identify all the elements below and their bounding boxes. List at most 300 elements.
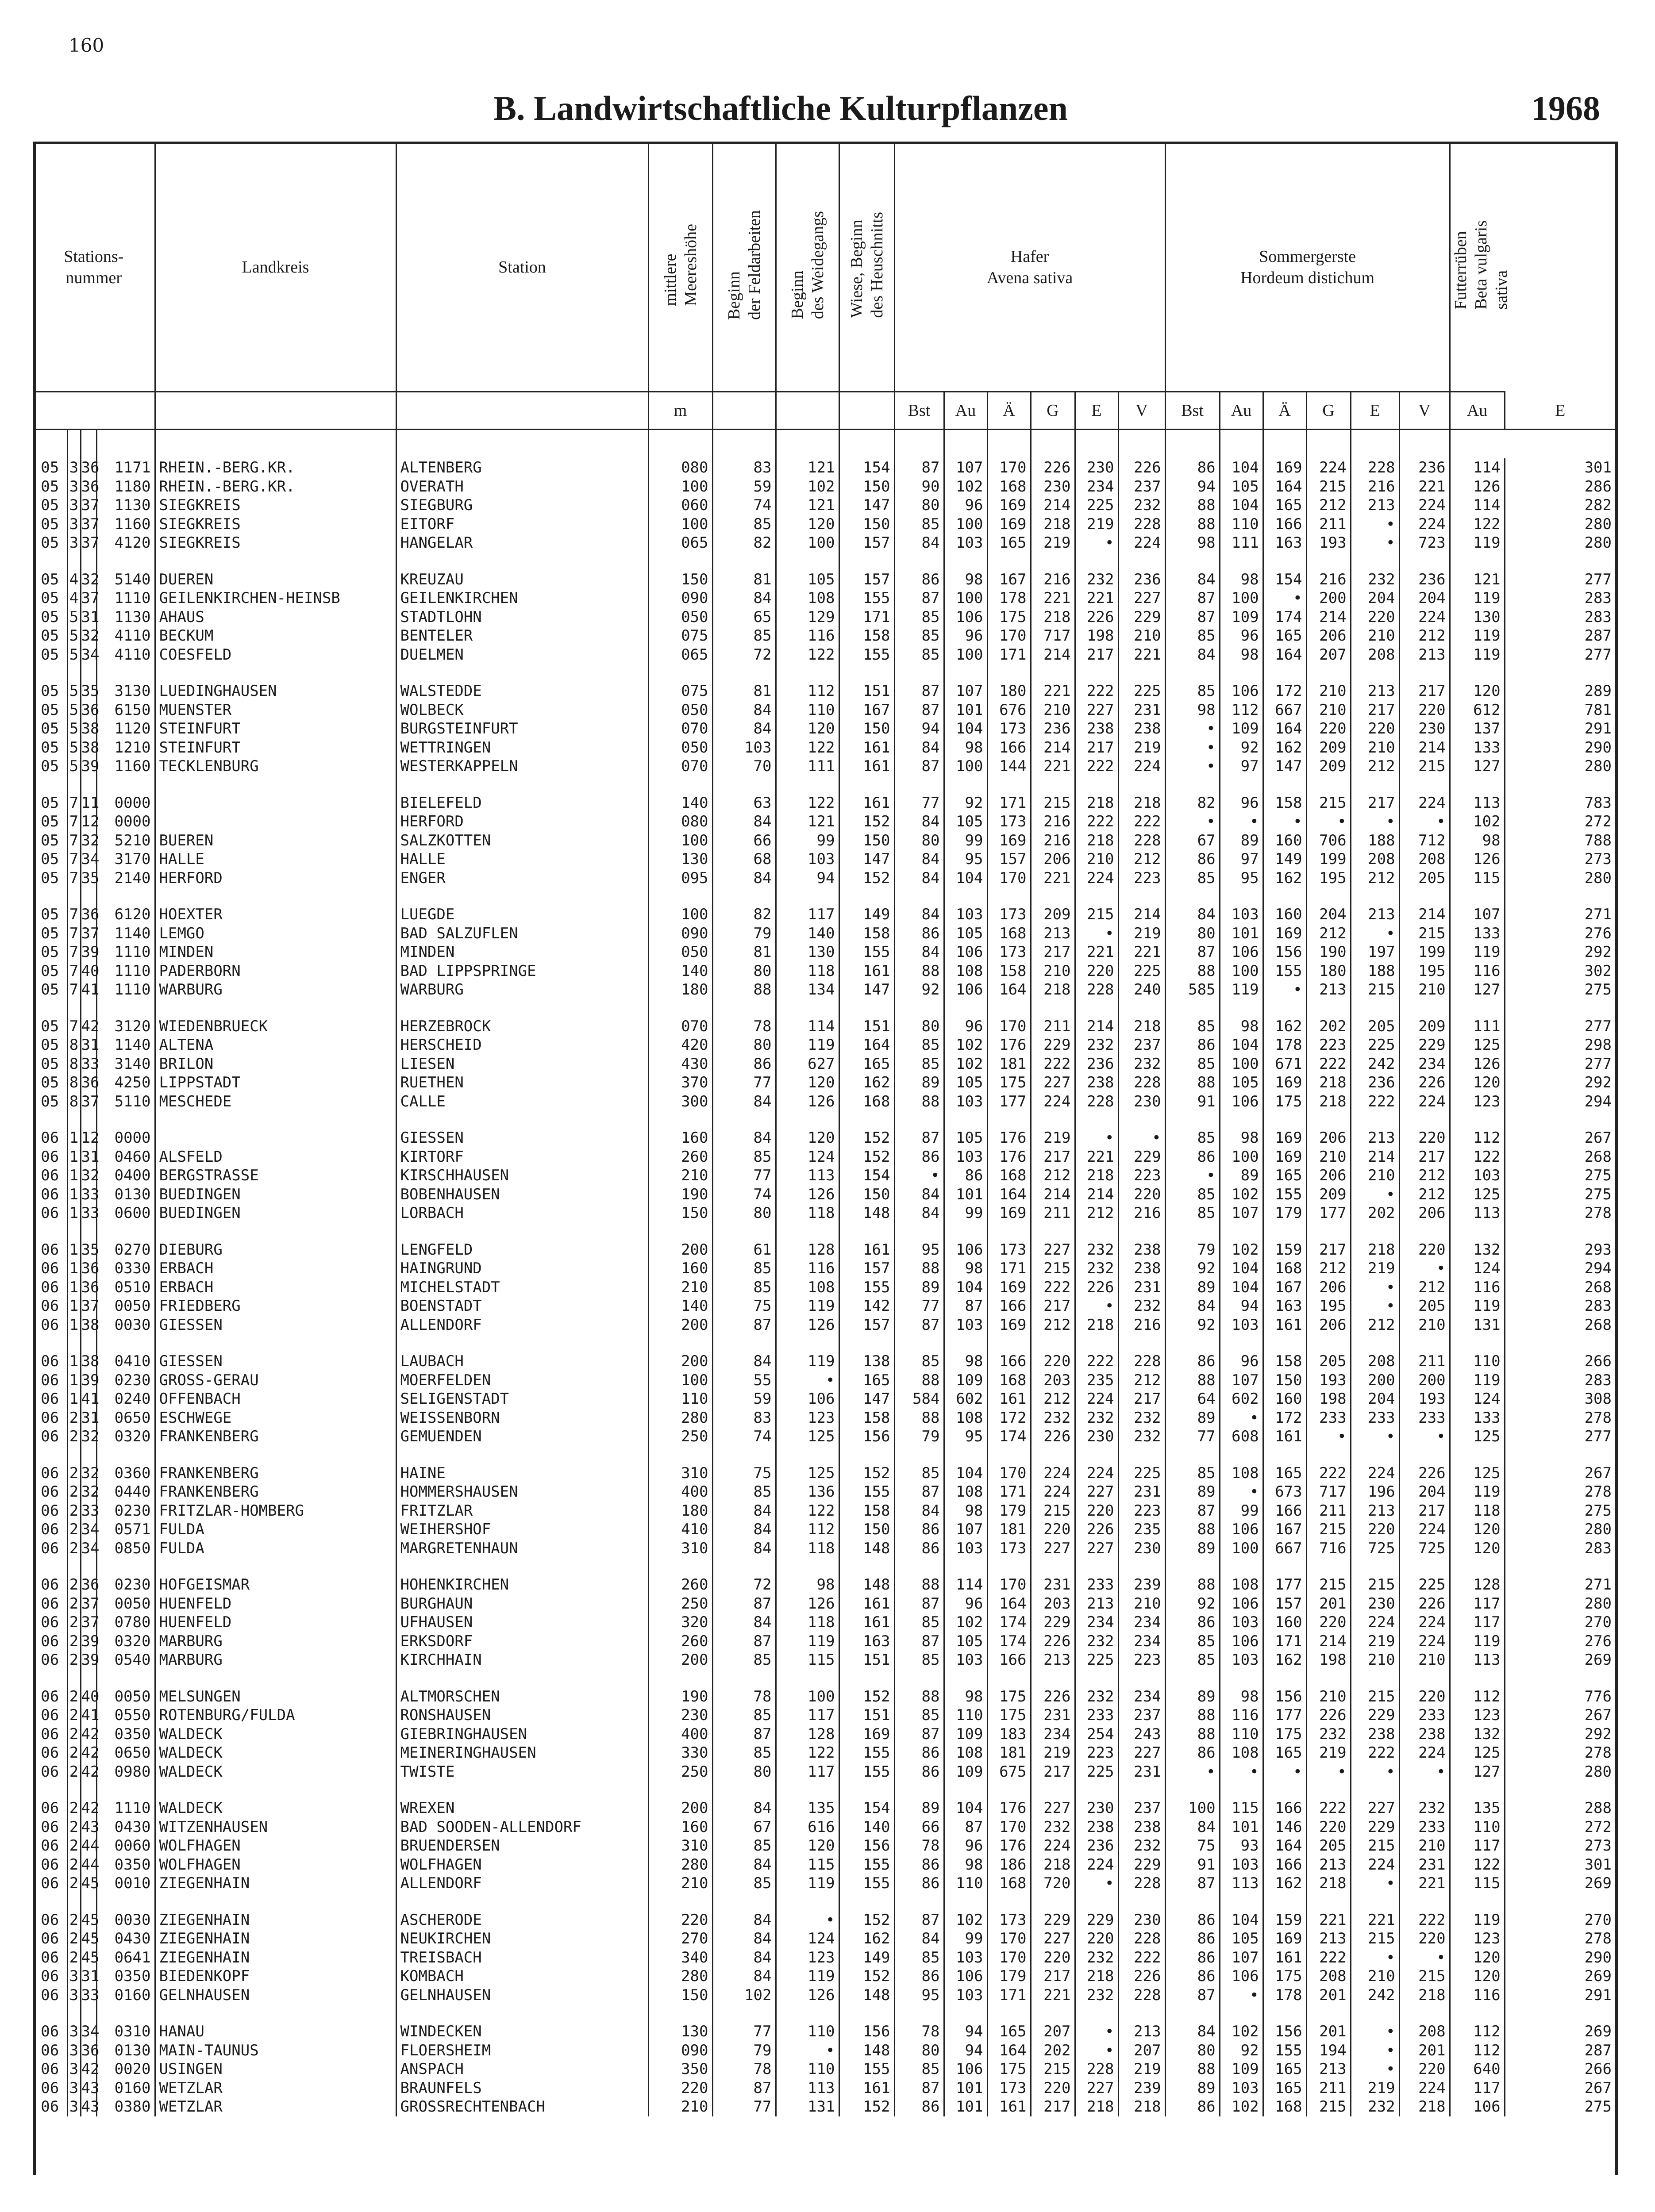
cell-hafer-g: 211 — [1031, 1204, 1075, 1223]
cell-feldarbeiten: 82 — [712, 887, 776, 924]
cell-kreis: 39 — [81, 1371, 100, 1389]
cell-hafer-v: 228 — [1118, 1874, 1165, 1893]
cell-gerste-v: 220 — [1399, 1670, 1450, 1706]
cell-hafer-ae: 171 — [987, 1482, 1031, 1502]
cell-rueben-au: 137 — [1450, 719, 1505, 738]
cell-hafer-v: 229 — [1118, 1148, 1165, 1167]
cell-rueben-e: 292 — [1505, 1725, 1615, 1744]
cell-land: 05 — [41, 627, 59, 645]
cell-gerste-ae: 171 — [1263, 1632, 1306, 1651]
cell-nr: 0400 — [96, 1166, 155, 1185]
cell-hoehe: 370 — [648, 1073, 712, 1092]
cell-hafer-bst: 95 — [894, 1986, 944, 2005]
cell-weidegang: 124 — [776, 1929, 839, 1948]
cell-hafer-g: 209 — [1031, 887, 1075, 924]
cell-gerste-au: 602 — [1220, 1390, 1263, 1409]
cell-hafer-au: 94 — [944, 2005, 987, 2041]
cell-landkreis: FULDA — [155, 1539, 396, 1558]
cell-hafer-ae: 166 — [987, 1297, 1031, 1316]
cell-gerste-g: 195 — [1306, 1297, 1351, 1316]
cell-hoehe: 150 — [648, 553, 712, 589]
cell-hafer-au: 110 — [944, 1874, 987, 1893]
cell-hafer-bst: 85 — [894, 1706, 944, 1725]
cell-weidegang: 122 — [776, 645, 839, 664]
table-row — [33, 2041, 1615, 2060]
cell-hafer-e: 230 — [1075, 1427, 1118, 1446]
cell-gerste-v: 215 — [1399, 1967, 1450, 1986]
cell-rueben-e: 280 — [1505, 1763, 1615, 1782]
cell-hafer-v: 235 — [1118, 1520, 1165, 1539]
cell-hafer-g: 219 — [1031, 534, 1075, 553]
cell-bezirk: 5 — [67, 626, 81, 645]
cell-gerste-ae: 165 — [1263, 626, 1306, 645]
cell-gerste-g: 202 — [1306, 999, 1351, 1036]
cell-bezirk: 2 — [67, 1763, 81, 1782]
cell-landkreis: MELSUNGEN — [155, 1670, 396, 1706]
cell-hafer-au: 108 — [944, 1743, 987, 1763]
cell-gerste-e: 221 — [1351, 1893, 1399, 1930]
cell-hafer-v: 225 — [1118, 664, 1165, 701]
cell-hafer-bst: 84 — [894, 1185, 944, 1204]
cell-gerste-e: 188 — [1351, 831, 1399, 850]
cell-hoehe: 280 — [648, 1855, 712, 1874]
cell-weidegang: 100 — [776, 534, 839, 553]
table-row — [33, 1743, 1615, 1763]
cell-bezirk: 2 — [67, 1520, 81, 1539]
cell-hafer-ae: 170 — [987, 1948, 1031, 1967]
cell-hafer-ae: 169 — [987, 515, 1031, 534]
cell-hafer-v: 232 — [1118, 1409, 1165, 1428]
cell-hafer-e: • — [1075, 1111, 1118, 1148]
table-row — [33, 831, 1615, 850]
cell-land: 05 — [41, 1074, 59, 1091]
cell-feldarbeiten: 77 — [712, 1166, 776, 1185]
cell-hafer-au: 105 — [944, 924, 987, 943]
table-row — [33, 1706, 1615, 1725]
cell-hafer-au: 108 — [944, 962, 987, 981]
cell-bezirk: 5 — [67, 664, 81, 701]
cell-nr: 0310 — [96, 2005, 155, 2041]
cell-landkreis: COESFELD — [155, 645, 396, 664]
cell-bezirk: 1 — [67, 1278, 81, 1297]
cell-hoehe: 250 — [648, 1763, 712, 1782]
cell-land: 06 — [41, 2041, 59, 2059]
cell-hafer-ae: 157 — [987, 850, 1031, 869]
cell-hafer-ae: 168 — [987, 1874, 1031, 1893]
table-row — [33, 1763, 1615, 1782]
cell-kreis: 39 — [81, 943, 100, 961]
cell-rueben-e: 288 — [1505, 1781, 1615, 1818]
cell-hafer-ae: 173 — [987, 1223, 1031, 1260]
cell-nr: 0430 — [96, 1929, 155, 1948]
cell-bezirk: 7 — [67, 962, 81, 981]
cell-gerste-ae: 163 — [1263, 534, 1306, 553]
cell-land: 05 — [41, 534, 59, 552]
cell-land: 06 — [41, 1297, 59, 1315]
cell-weidegang: 131 — [776, 2097, 839, 2116]
cell-hoehe: 260 — [648, 1148, 712, 1167]
table-row — [33, 608, 1615, 627]
table-row — [33, 477, 1615, 496]
cell-hafer-v: 237 — [1118, 1706, 1165, 1725]
table-row — [33, 1836, 1615, 1855]
cell-gerste-bst: 87 — [1165, 943, 1220, 962]
cell-gerste-v: 234 — [1399, 1055, 1450, 1074]
cell-feldarbeiten: 83 — [712, 1409, 776, 1428]
cell-hafer-e: 232 — [1075, 1259, 1118, 1278]
cell-kreis: 41 — [81, 1706, 100, 1724]
cell-rueben-e: 290 — [1505, 738, 1615, 757]
cell-hafer-g: 217 — [1031, 2097, 1075, 2116]
cell-nr: 1110 — [96, 980, 155, 999]
cell-gerste-au: 97 — [1220, 757, 1263, 776]
cell-gerste-v: 200 — [1399, 1371, 1450, 1390]
cell-hafer-e: 221 — [1075, 943, 1118, 962]
cell-gerste-bst: 79 — [1165, 1223, 1220, 1260]
cell-feldarbeiten: 78 — [712, 1670, 776, 1706]
cell-land: 06 — [41, 1428, 59, 1445]
cell-gerste-ae: 177 — [1263, 1558, 1306, 1594]
cell-feldarbeiten: 70 — [712, 757, 776, 776]
cell-hoehe: 210 — [648, 1874, 712, 1893]
cell-rueben-au: 113 — [1450, 776, 1505, 813]
cell-bezirk: 1 — [67, 1185, 81, 1204]
cell-hoehe: 200 — [648, 1223, 712, 1260]
cell-gerste-ae: 160 — [1263, 831, 1306, 850]
cell-gerste-bst: 89 — [1165, 1482, 1220, 1502]
cell-station: WREXEN — [396, 1781, 648, 1818]
cell-gerste-ae: 172 — [1263, 1409, 1306, 1428]
cell-hafer-g: 215 — [1031, 1502, 1075, 1521]
cell-weidegang: 128 — [776, 1223, 839, 1260]
cell-gerste-ae: 150 — [1263, 1371, 1306, 1390]
cell-gerste-e: 213 — [1351, 664, 1399, 701]
cell-gerste-e: 224 — [1351, 1446, 1399, 1483]
cell-rueben-au: 119 — [1450, 1893, 1505, 1930]
cell-nr: 0050 — [96, 1670, 155, 1706]
cell-hafer-e: 224 — [1075, 1446, 1118, 1483]
cell-hafer-v: 239 — [1118, 2079, 1165, 2098]
cell-hafer-g: 224 — [1031, 1836, 1075, 1855]
cell-kreis: 31 — [81, 1036, 100, 1054]
cell-kreis: 37 — [81, 924, 100, 942]
cell-kreis: 43 — [81, 2098, 100, 2116]
cell-gerste-au: 100 — [1220, 1148, 1263, 1167]
cell-landkreis: ALSFELD — [155, 1148, 396, 1167]
cell-gerste-bst: 87 — [1165, 589, 1220, 608]
cell-hafer-au: 106 — [944, 2060, 987, 2079]
cell-gerste-v: 215 — [1399, 757, 1450, 776]
cell-rueben-e: 271 — [1505, 1558, 1615, 1594]
cell-station: WARBURG — [396, 980, 648, 999]
cell-hafer-ae: 178 — [987, 589, 1031, 608]
cell-land: 06 — [41, 1763, 59, 1781]
cell-weidegang: 129 — [776, 608, 839, 627]
cell-kreis: 36 — [81, 477, 100, 495]
cell-hafer-e: 213 — [1075, 1594, 1118, 1613]
cell-kreis: 34 — [81, 645, 100, 664]
cell-bezirk: 3 — [67, 458, 81, 477]
cell-gerste-bst: 80 — [1165, 924, 1220, 943]
cell-heuschnitt: 150 — [839, 719, 894, 738]
cell-hafer-g: 226 — [1031, 1670, 1075, 1706]
cell-hafer-e: • — [1075, 2041, 1118, 2060]
cell-hafer-ae: 169 — [987, 1316, 1031, 1335]
cell-gerste-au: 103 — [1220, 1613, 1263, 1632]
cell-nr: 0130 — [96, 1185, 155, 1204]
cell-nr: 3130 — [96, 664, 155, 701]
cell-gerste-au: 99 — [1220, 1502, 1263, 1521]
cell-hafer-ae: 168 — [987, 924, 1031, 943]
cell-hoehe: 090 — [648, 2041, 712, 2060]
cell-rueben-e: 269 — [1505, 1874, 1615, 1893]
cell-rueben-e: 268 — [1505, 1148, 1615, 1167]
cell-gerste-ae: 160 — [1263, 1613, 1306, 1632]
cell-gerste-ae: 168 — [1263, 2097, 1306, 2116]
cell-hafer-e: 230 — [1075, 1781, 1118, 1818]
cell-gerste-e: 216 — [1351, 477, 1399, 496]
cell-rueben-e: 287 — [1505, 2041, 1615, 2060]
cell-landkreis: ZIEGENHAIN — [155, 1893, 396, 1930]
cell-gerste-e: 227 — [1351, 1781, 1399, 1818]
cell-hafer-ae: 173 — [987, 1893, 1031, 1930]
cell-hafer-v: 210 — [1118, 1594, 1165, 1613]
cell-rueben-e: 275 — [1505, 2097, 1615, 2116]
cell-rueben-au: 111 — [1450, 999, 1505, 1036]
cell-weidegang: 118 — [776, 1613, 839, 1632]
cell-gerste-e: • — [1351, 2060, 1399, 2079]
cell-hafer-au: 109 — [944, 1725, 987, 1744]
cell-gerste-au: 102 — [1220, 2005, 1263, 2041]
cell-feldarbeiten: 87 — [712, 1594, 776, 1613]
cell-land: 05 — [41, 720, 59, 737]
cell-gerste-e: 230 — [1351, 1594, 1399, 1613]
cell-heuschnitt: 158 — [839, 1502, 894, 1521]
cell-gerste-ae: 165 — [1263, 2060, 1306, 2079]
cell-gerste-v: 201 — [1399, 2041, 1450, 2060]
cell-hafer-g: 217 — [1031, 1148, 1075, 1167]
cell-gerste-au: 96 — [1220, 776, 1263, 813]
cell-gerste-e: 210 — [1351, 1166, 1399, 1185]
cell-hoehe: 210 — [648, 1166, 712, 1185]
subheader-e: E — [1505, 392, 1615, 430]
cell-kreis: 44 — [81, 1855, 100, 1874]
cell-kreis: 41 — [81, 1390, 100, 1408]
cell-hafer-ae: 168 — [987, 477, 1031, 496]
cell-landkreis: WOLFHAGEN — [155, 1855, 396, 1874]
cell-gerste-au: 98 — [1220, 999, 1263, 1036]
cell-station: BAD SOODEN-ALLENDORF — [396, 1818, 648, 1837]
cell-hafer-v: 213 — [1118, 2005, 1165, 2041]
cell-heuschnitt: 151 — [839, 664, 894, 701]
cell-hafer-g: 206 — [1031, 850, 1075, 869]
cell-gerste-au: 107 — [1220, 1204, 1263, 1223]
cell-hafer-ae: 176 — [987, 1836, 1031, 1855]
cell-land: 05 — [41, 813, 59, 830]
cell-kreis: 39 — [81, 1651, 100, 1669]
cell-land: 06 — [41, 1278, 59, 1296]
table-row — [33, 738, 1615, 757]
cell-hafer-au: 107 — [944, 458, 987, 477]
cell-weidegang: 113 — [776, 2079, 839, 2098]
cell-feldarbeiten: 87 — [712, 1316, 776, 1335]
cell-gerste-au: 100 — [1220, 589, 1263, 608]
cell-hafer-bst: 84 — [894, 850, 944, 869]
cell-weidegang: 123 — [776, 1948, 839, 1967]
cell-rueben-e: 276 — [1505, 924, 1615, 943]
cell-gerste-v: • — [1399, 1427, 1450, 1446]
cell-hafer-v: 231 — [1118, 1278, 1165, 1297]
cell-hoehe: 260 — [648, 1632, 712, 1651]
cell-gerste-ae: 161 — [1263, 1948, 1306, 1967]
cell-weidegang: • — [776, 1893, 839, 1930]
cell-hafer-au: 92 — [944, 776, 987, 813]
cell-gerste-g: 205 — [1306, 1334, 1351, 1371]
cell-nr: 0230 — [96, 1502, 155, 1521]
cell-hafer-ae: 166 — [987, 1651, 1031, 1670]
cell-hafer-e: 223 — [1075, 1743, 1118, 1763]
cell-landkreis: BUEDINGEN — [155, 1185, 396, 1204]
cell-gerste-ae: 169 — [1263, 458, 1306, 477]
cell-heuschnitt: 155 — [839, 1278, 894, 1297]
cell-gerste-g: 220 — [1306, 1613, 1351, 1632]
cell-rueben-au: 119 — [1450, 1371, 1505, 1390]
cell-rueben-e: 267 — [1505, 2079, 1615, 2098]
cell-hafer-g: 227 — [1031, 1539, 1075, 1558]
cell-hafer-g: 224 — [1031, 1446, 1075, 1483]
cell-hafer-bst: 87 — [894, 1482, 944, 1502]
cell-kreis: 43 — [81, 2079, 100, 2097]
cell-gerste-bst: 89 — [1165, 1670, 1220, 1706]
cell-gerste-bst: 94 — [1165, 477, 1220, 496]
cell-gerste-ae: 155 — [1263, 1185, 1306, 1204]
cell-gerste-v: 221 — [1399, 477, 1450, 496]
cell-rueben-au: 120 — [1450, 1967, 1505, 1986]
cell-gerste-e: • — [1351, 2041, 1399, 2060]
cell-hoehe: 280 — [648, 1967, 712, 1986]
cell-hafer-v: 212 — [1118, 850, 1165, 869]
cell-gerste-ae: • — [1263, 1763, 1306, 1782]
cell-rueben-e: 270 — [1505, 1613, 1615, 1632]
cell-rueben-au: 119 — [1450, 534, 1505, 553]
cell-gerste-bst: 87 — [1165, 1874, 1220, 1893]
cell-gerste-bst: 92 — [1165, 1594, 1220, 1613]
cell-gerste-ae: 162 — [1263, 1874, 1306, 1893]
cell-rueben-au: 125 — [1450, 1743, 1505, 1763]
cell-heuschnitt: 150 — [839, 831, 894, 850]
cell-gerste-au: 106 — [1220, 664, 1263, 701]
cell-nr: 3170 — [96, 850, 155, 869]
cell-gerste-ae: 165 — [1263, 1446, 1306, 1483]
cell-hafer-au: 103 — [944, 1539, 987, 1558]
cell-hafer-e: 235 — [1075, 1371, 1118, 1390]
cell-heuschnitt: 158 — [839, 1409, 894, 1428]
cell-hafer-ae: 180 — [987, 664, 1031, 701]
cell-rueben-au: 121 — [1450, 553, 1505, 589]
cell-hafer-v: 221 — [1118, 645, 1165, 664]
cell-gerste-g: 222 — [1306, 1446, 1351, 1483]
cell-hafer-bst: 86 — [894, 1874, 944, 1893]
cell-gerste-e: 228 — [1351, 458, 1399, 477]
cell-gerste-g: 213 — [1306, 1929, 1351, 1948]
cell-heuschnitt: 154 — [839, 1781, 894, 1818]
cell-rueben-e: 267 — [1505, 1111, 1615, 1148]
cell-hafer-e: 224 — [1075, 1390, 1118, 1409]
cell-gerste-bst: 86 — [1165, 1743, 1220, 1763]
cell-hafer-e: 220 — [1075, 962, 1118, 981]
cell-feldarbeiten: 77 — [712, 1073, 776, 1092]
cell-feldarbeiten: 66 — [712, 831, 776, 850]
cell-land: 06 — [41, 1594, 59, 1613]
cell-nr: 0160 — [96, 2079, 155, 2098]
cell-hafer-au: 96 — [944, 496, 987, 515]
cell-hafer-g: 213 — [1031, 924, 1075, 943]
cell-gerste-g: 210 — [1306, 1148, 1351, 1167]
cell-gerste-e: 224 — [1351, 1613, 1399, 1632]
cell-hafer-e: 212 — [1075, 1204, 1118, 1223]
cell-kreis: 38 — [81, 720, 100, 737]
cell-hafer-v: 225 — [1118, 962, 1165, 981]
cell-weidegang: 94 — [776, 869, 839, 888]
cell-nr: 0230 — [96, 1558, 155, 1594]
cell-land: 06 — [41, 1352, 59, 1370]
cell-feldarbeiten: 84 — [712, 1111, 776, 1148]
cell-bezirk: 3 — [67, 2060, 81, 2079]
cell-kreis: 38 — [81, 1316, 100, 1334]
cell-gerste-g: 217 — [1306, 1223, 1351, 1260]
cell-hafer-e: 228 — [1075, 2060, 1118, 2079]
cell-hafer-g: 218 — [1031, 608, 1075, 627]
cell-weidegang: 616 — [776, 1818, 839, 1837]
cell-station: KIRCHHAIN — [396, 1651, 648, 1670]
cell-gerste-ae: 165 — [1263, 1743, 1306, 1763]
cell-bezirk: 1 — [67, 1390, 81, 1409]
cell-hafer-e: 238 — [1075, 719, 1118, 738]
cell-kreis: 40 — [81, 1670, 96, 1706]
cell-heuschnitt: 152 — [839, 1148, 894, 1167]
cell-station: UFHAUSEN — [396, 1613, 648, 1632]
cell-rueben-au: 122 — [1450, 1855, 1505, 1874]
cell-weidegang: 119 — [776, 1874, 839, 1893]
cell-hafer-v: 222 — [1118, 812, 1165, 831]
cell-gerste-v: 236 — [1399, 458, 1450, 477]
cell-hafer-au: 106 — [944, 1223, 987, 1260]
cell-weidegang: 112 — [776, 664, 839, 701]
cell-rueben-e: 266 — [1505, 2060, 1615, 2079]
cell-weidegang: 125 — [776, 1427, 839, 1446]
cell-bezirk: 1 — [67, 1166, 81, 1185]
cell-station: WALSTEDDE — [396, 664, 648, 701]
cell-landkreis: ROTENBURG/FULDA — [155, 1706, 396, 1725]
cell-hafer-bst: 80 — [894, 999, 944, 1036]
cell-weidegang: 126 — [776, 1092, 839, 1111]
cell-gerste-ae: 162 — [1263, 869, 1306, 888]
cell-station: BOENSTADT — [396, 1297, 648, 1316]
cell-nr: 1210 — [96, 738, 155, 757]
cell-rueben-e: 270 — [1505, 1893, 1615, 1930]
table-row — [33, 1148, 1615, 1167]
cell-kreis: 36 — [81, 459, 100, 476]
cell-gerste-g: 204 — [1306, 887, 1351, 924]
cell-gerste-ae: 673 — [1263, 1482, 1306, 1502]
table-row — [33, 1185, 1615, 1204]
cell-gerste-g: 212 — [1306, 1259, 1351, 1278]
cell-gerste-bst: 77 — [1165, 1427, 1220, 1446]
cell-hafer-e: 218 — [1075, 776, 1118, 813]
subheader-bst: Bst — [894, 392, 944, 430]
cell-rueben-e: 266 — [1505, 1334, 1615, 1371]
cell-hoehe: 330 — [648, 1743, 712, 1763]
